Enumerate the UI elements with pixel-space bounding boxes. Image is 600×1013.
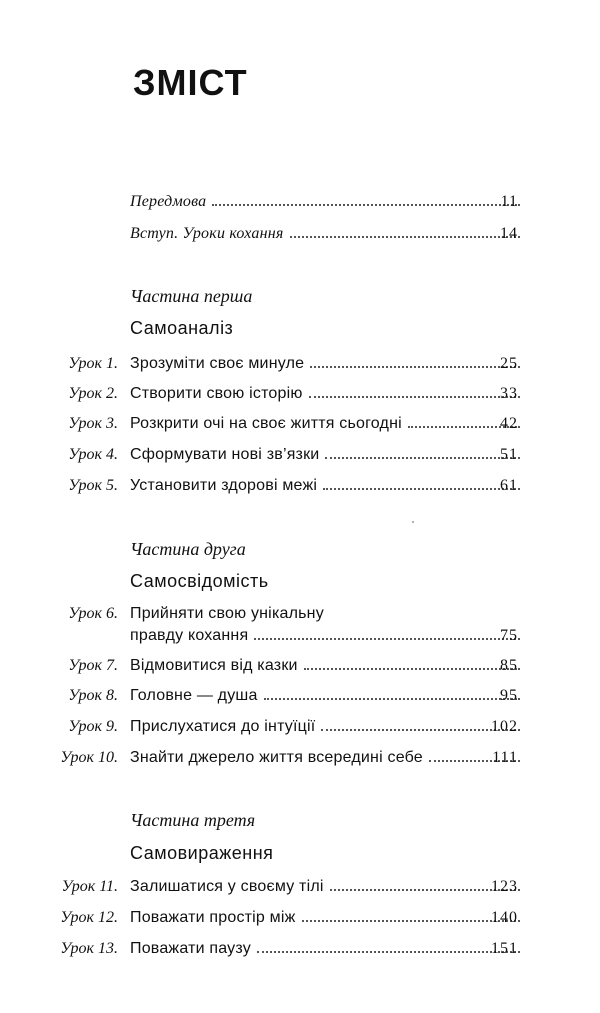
lesson-label: Урок 6. [68, 605, 118, 622]
lesson-label: Урок 1. [68, 355, 118, 372]
toc-entry-lesson-10[interactable] [0, 746, 600, 770]
toc-entry-text: Розкрити очі на своє життя сьогодні [130, 415, 402, 432]
toc-entry-text: Вступ. Уроки кохання [130, 225, 284, 242]
part-title: Частина друга [130, 539, 246, 559]
toc-entry-lesson-8[interactable] [0, 684, 600, 708]
toc-entry-lesson-2[interactable] [0, 382, 600, 406]
toc-entry-text: Передмова [130, 193, 207, 210]
part-subtitle: Самоаналіз [130, 318, 234, 338]
toc-entry-lesson-7[interactable] [0, 654, 600, 678]
toc-entry-lesson-9[interactable] [0, 715, 600, 739]
toc-entry-introduction[interactable] [0, 222, 600, 246]
toc-page-number: 95 [500, 687, 518, 704]
toc-entry-lesson-6[interactable] [0, 602, 600, 626]
part-subtitle: Самосвідомість [130, 571, 269, 591]
lesson-label: Урок 12. [60, 909, 118, 926]
part-title: Частина третя [130, 810, 256, 830]
toc-entry-text: правду кохання [130, 627, 249, 644]
toc-entry-text: Знайти джерело життя всередині себе [130, 749, 423, 766]
toc-entry-text: Сформувати нові зв’язки [130, 446, 320, 463]
toc-entry-lesson-11[interactable] [0, 875, 600, 899]
toc-page-number: 151 [491, 940, 518, 957]
toc-entry-foreword[interactable] [0, 190, 600, 214]
toc-entry-lesson-1[interactable] [0, 352, 600, 376]
toc-page-number: 75 [500, 627, 518, 644]
lesson-label: Урок 7. [68, 657, 118, 674]
lesson-label: Урок 3. [68, 415, 118, 432]
toc-entry-text: Поважати паузу [130, 940, 251, 957]
toc-page-number: 111 [492, 749, 518, 766]
lesson-label: Урок 8. [68, 687, 118, 704]
part-subtitle: Самовираження [130, 843, 274, 863]
lesson-label: Урок 9. [68, 718, 118, 735]
toc-page-number: 25 [500, 355, 518, 372]
toc-page-number: 140 [491, 909, 518, 926]
toc-page-number: 14 [500, 225, 518, 242]
toc-entry-text-line1: Прийняти свою унікальну [130, 605, 324, 622]
toc-page-number: 123 [491, 878, 518, 895]
lesson-label: Урок 10. [60, 749, 118, 766]
toc-page-number: 85 [500, 657, 518, 674]
toc-page-number: 61 [500, 477, 518, 494]
toc-entry-lesson-4[interactable] [0, 443, 600, 467]
toc-entry-text: Відмовитися від казки [130, 657, 298, 674]
toc-entry-lesson-6-cont[interactable] [0, 624, 600, 648]
part-title: Частина перша [130, 286, 253, 306]
toc-entry-text: Установити здорові межі [130, 477, 318, 494]
toc-page-number: 42 [500, 415, 518, 432]
toc-entry-lesson-3[interactable] [0, 412, 600, 436]
lesson-label: Урок 2. [68, 385, 118, 402]
toc-entry-text: Головне — душа [130, 687, 258, 704]
toc-page-number: 11 [500, 193, 518, 210]
toc-entry-text: Поважати простір між [130, 909, 296, 926]
lesson-label: Урок 11. [61, 878, 118, 895]
toc-page-number: 51 [500, 446, 518, 463]
toc-page-number: 33 [500, 385, 518, 402]
paper-speck [412, 521, 414, 523]
page-title: ЗМІСТ [133, 62, 248, 103]
toc-entry-lesson-12[interactable] [0, 906, 600, 930]
toc-entry-text: Зрозуміти своє минуле [130, 355, 305, 372]
toc-entry-text: Залишатися у своєму тілі [130, 878, 324, 895]
toc-entry-lesson-5[interactable] [0, 474, 600, 498]
dot-leader [212, 204, 520, 206]
toc-entry-lesson-13[interactable] [0, 937, 600, 961]
lesson-label: Урок 5. [68, 477, 118, 494]
lesson-label: Урок 4. [68, 446, 118, 463]
toc-entry-text: Створити свою історію [130, 385, 303, 402]
lesson-label: Урок 13. [60, 940, 118, 957]
toc-page-number: 102 [491, 718, 518, 735]
toc-entry-text: Прислухатися до інтуїції [130, 718, 316, 735]
